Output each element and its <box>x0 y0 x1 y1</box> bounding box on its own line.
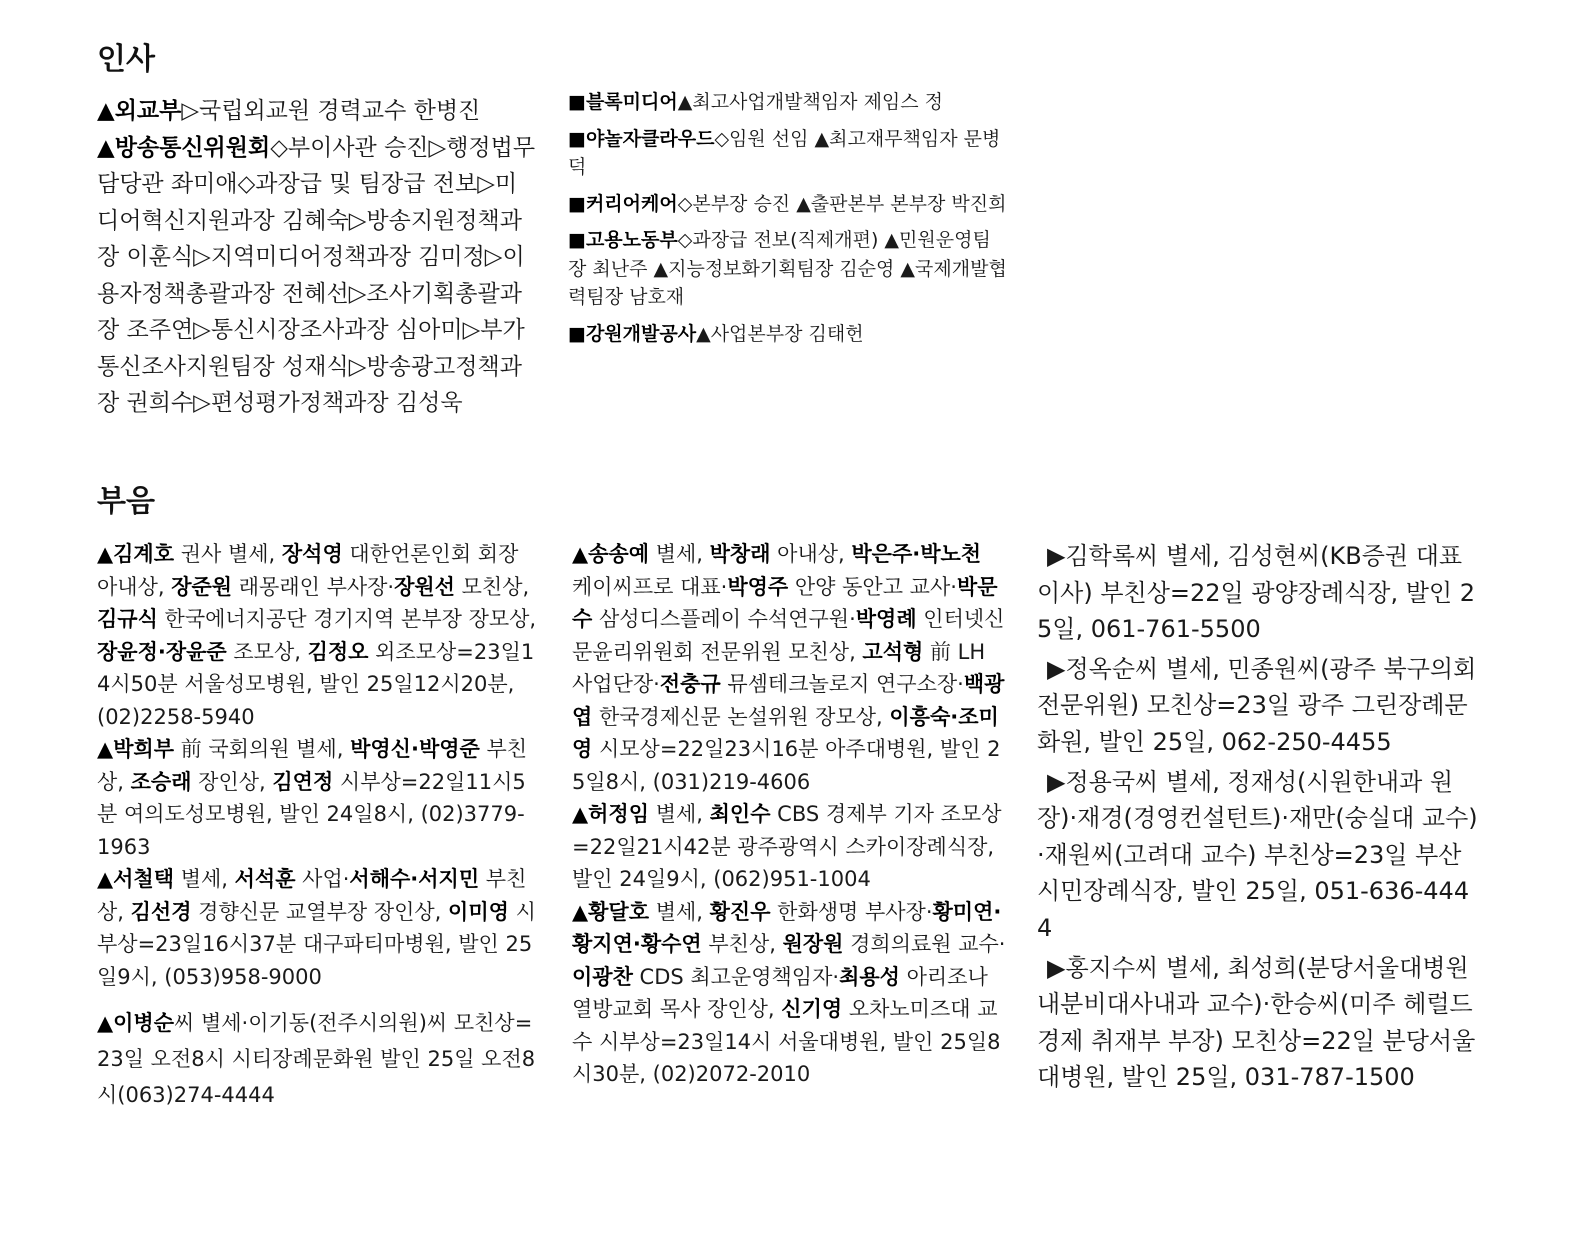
appointment-name: ▲방송통신위원회 <box>97 134 271 161</box>
bueum-column-3 <box>1037 538 1482 1099</box>
obituary-entry <box>572 798 1007 896</box>
obituary-name: 김규식 <box>97 607 158 631</box>
section-title-bueum: 부음 <box>97 484 155 519</box>
appointment-entry <box>568 125 1008 182</box>
obituary-text: 인터넷신문윤리위원회 전문위원 모친상, <box>572 607 1005 664</box>
appointment-name: ■강원개발공사 <box>568 322 697 345</box>
appointment-entry <box>568 190 1008 219</box>
obituary-text: 한국경제신문 논설위원 장모상, <box>592 704 890 729</box>
appointment-name: ■고용노동부 <box>568 229 678 251</box>
obituary-text: 시부상=23일16시37분 대구파티마병원, 발인 25일9시, (053)958-9000 <box>97 899 536 989</box>
obituary-name: 최인수 <box>709 802 771 826</box>
obituary-text: 권사 별세, <box>174 542 282 566</box>
obituary-name: 백광엽 <box>572 672 1005 729</box>
obituary-name: ▲황달호 <box>572 899 650 924</box>
obituary-text: 케이씨프로 대표· <box>572 574 728 599</box>
appointment-name: ▲외교부 <box>97 98 182 124</box>
obituary-text: 오차노미즈대 교수 시부상=23일14시 서울대병원, 발인 25일8시30분, (02)2072-2010 <box>572 997 1001 1086</box>
obituary-name: 박영주 <box>727 574 789 599</box>
appointment-text: ◇부이사관 승진▷행정법무담당관 좌미애◇과장급 및 팀장급 전보▷미디어혁신지원과장 김혜숙▷방송지원정책과장 이훈식▷지역미디어정책과장 김미정▷이용자정책총괄과장 전혜선▷조사기획총괄과장 조주연▷통신시장조사과장 심아미▷부가통신조사지원팀장 성재식▷방송광고정책과장 권희수▷편성평가정책과장 김성욱 <box>97 134 536 416</box>
obituary-text: 경향신문 교열부장 장인상, <box>191 899 449 924</box>
obituary-name: 서석훈 <box>234 867 296 891</box>
obituary-name: 장원선 <box>394 574 455 599</box>
obituary-text: 사업· <box>295 867 350 891</box>
obituary-text: 별세, <box>649 899 710 924</box>
bueum-column-2 <box>572 538 1007 1091</box>
obituary-name: 서해수·서지민 <box>349 867 480 891</box>
obituary-text: 부친상, <box>701 932 783 956</box>
obituary-name: 박영례 <box>855 607 917 631</box>
obituary-name: 최용성 <box>839 964 900 989</box>
obituary-text: 시모상=22일23시16분 아주대병원, 발인 25일8시, (031)219-4606 <box>572 737 1001 794</box>
obituary-name: ▲박희부 <box>97 737 175 761</box>
insa-column-right <box>568 88 1008 356</box>
obituary-text: 경희의료원 교수· <box>843 932 1006 956</box>
obituary-name: 전충규 <box>659 672 721 696</box>
insa-column-left <box>97 93 537 422</box>
obituary-entry <box>97 1005 537 1113</box>
appointment-text: ▷국립외교원 경력교수 한병진 <box>181 98 481 124</box>
obituary-name: 장준원 <box>171 574 233 599</box>
obituary-text: 래몽래인 부사장· <box>232 574 395 599</box>
obituary-name: 고석형 <box>862 639 924 664</box>
obituary-text: 부친상, <box>97 867 527 924</box>
obituary-name: ▲허정임 <box>572 802 650 826</box>
obituary-name: 장석영 <box>281 542 343 566</box>
obituary-name: 이광찬 <box>572 964 633 989</box>
obituary-entry: ▶홍지수씨 별세, 최성희(분당서울대병원 내분비대사내과 교수)·한승씨(미주 헤럴드경제 취재부 부장) 모친상=22일 분당서울대병원, 발인 25일, 031-787-1500 <box>1037 953 1476 1092</box>
obituary-text: 前 LH 사업단장· <box>572 639 986 696</box>
obituary-name: 박은주·박노천 <box>851 542 982 566</box>
obituary-text: 시부상=22일11시5분 여의도성모병원, 발인 24일8시, (02)3779-1963 <box>97 769 526 859</box>
obituary-text: 별세, <box>649 802 710 826</box>
obituary-text: 부친상, <box>97 737 528 794</box>
appointment-name: ■커리어케어 <box>568 192 678 215</box>
obituary-entry <box>572 538 1007 798</box>
obituary-entry <box>97 538 537 733</box>
appointment-entry <box>568 226 1008 312</box>
obituary-text: 별세, <box>174 867 235 891</box>
obituary-name: 김정오 <box>307 639 369 664</box>
appointment-text: ▲사업본부장 김태헌 <box>696 322 864 345</box>
appointment-text: ◇임원 선임 ▲최고재무책임자 문병덕 <box>568 127 1001 178</box>
section-title-insa: 인사 <box>97 42 155 77</box>
bueum-column-1 <box>97 538 537 1113</box>
obituary-name: 조승래 <box>130 769 192 794</box>
obituary-text: 별세, <box>649 542 710 566</box>
obituary-text: 씨 별세·이기동(전주시의원)씨 모친상=23일 오전8시 시티장례문화원 발인 25일 오전8시(063)274-4444 <box>97 1011 536 1107</box>
obituary-text: 뮤셈테크놀로지 연구소장· <box>720 672 964 696</box>
obituary-name: ▲김계호 <box>97 542 175 566</box>
obituary-entry <box>97 733 537 863</box>
obituary-entry: ▶김학록씨 별세, 김성현씨(KB증권 대표이사) 부친상=22일 광양장례식장, 발인 25일, 061-761-5500 <box>1037 542 1476 644</box>
obituary-text: 조모상, <box>226 639 308 664</box>
obituary-text: 아내상, <box>770 542 852 566</box>
obituary-name: 김선경 <box>130 899 192 924</box>
obituary-name: ▲송송예 <box>572 542 650 566</box>
obituary-text: 모친상, <box>454 574 530 599</box>
appointment-text: ◇본부장 승진 ▲출판본부 본부장 박진희 <box>677 192 1007 215</box>
obituary-name: 이흥숙·조미영 <box>572 704 999 761</box>
obituary-name: 황미연·황지연·황수연 <box>572 899 1002 956</box>
obituary-name: 김연정 <box>272 769 334 794</box>
obituary-text: 아리조나 열방교회 목사 장인상, <box>572 964 988 1021</box>
obituary-entry: ▶정옥순씨 별세, 민종원씨(광주 북구의회 전문위원) 모친상=23일 광주 그린장례문화원, 발인 25일, 062-250-4455 <box>1037 654 1477 756</box>
obituary-name: 황진우 <box>709 899 771 924</box>
obituary-name: ▲이병순 <box>97 1011 175 1035</box>
obituary-text: 장인상, <box>191 769 273 794</box>
appointment-entry <box>568 320 1008 349</box>
obituary-text: 외조모상=23일14시50분 서울성모병원, 발인 25일12시20분, (02)2258-5940 <box>97 639 535 729</box>
obituary-text: CDS 최고운영책임자· <box>632 964 840 989</box>
obituary-name: 신기영 <box>781 997 843 1021</box>
appointment-entry <box>568 88 1008 117</box>
obituary-entry <box>97 863 537 993</box>
obituary-text: 한국에너지공단 경기지역 본부장 장모상, <box>157 607 537 631</box>
obituary-text: 안양 동안고 교사· <box>788 574 957 599</box>
appointment-text: ▲최고사업개발책임자 제임스 정 <box>677 91 944 113</box>
obituary-name: 박문수 <box>572 574 998 631</box>
obituary-entry: ▶정용국씨 별세, 정재성(시원한내과 원장)·재경(경영컨설턴트)·재만(숭실대 교수)·재원씨(고려대 교수) 부친상=23일 부산 시민장례식장, 발인 25일, 051-636-4444 <box>1037 767 1478 942</box>
obituary-name: 장윤정·장윤준 <box>97 639 227 664</box>
obituary-entry <box>572 896 1007 1091</box>
obituary-name: 이미영 <box>448 899 509 924</box>
appointment-name: ■야놀자클라우드 <box>568 127 715 150</box>
appointment-text: ◇과장급 전보(직제개편) ▲민원운영팀장 최난주 ▲지능정보화기획팀장 김순영 ▲국제개발협력팀장 남호재 <box>568 229 1007 308</box>
obituary-text: 대한언론인회 회장 아내상, <box>97 542 519 599</box>
obituary-text: 삼성디스플레이 수석연구원· <box>592 607 856 631</box>
obituary-text: 한화생명 부사장· <box>770 899 933 924</box>
obituary-name: ▲서철택 <box>97 867 175 891</box>
appointment-name: ■블록미디어 <box>568 91 678 113</box>
obituary-name: 박영신·박영준 <box>350 737 480 761</box>
obituary-text: 前 국회의원 별세, <box>174 737 351 761</box>
obituary-name: 박창래 <box>709 542 771 566</box>
obituary-name: 원장원 <box>782 932 844 956</box>
obituary-text: CBS 경제부 기자 조모상=22일21시42분 광주광역시 스카이장례식장, 발인 24일9시, (062)951-1004 <box>572 802 1002 891</box>
